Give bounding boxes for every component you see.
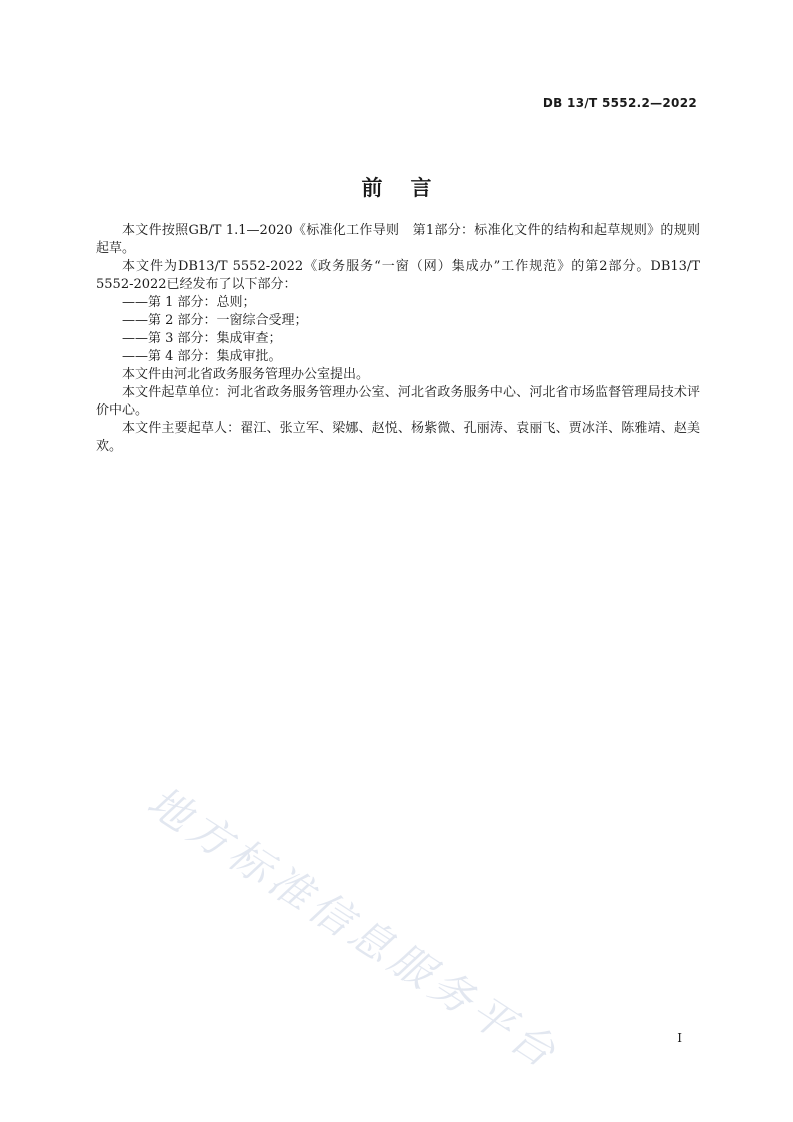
list-item-part-2: ——第 2 部分：一窗综合受理； (122, 313, 308, 328)
watermark: 地方标准信息服务平台 (138, 776, 569, 1080)
page-number: I (677, 1031, 682, 1045)
paragraph-document-part: 本文件为DB13/T 5552-2022《政务服务“一窗（网）集成办”工作规范》的第2部分。DB13/T 5552-2022已经发布了以下部分： (96, 259, 700, 292)
paragraph-proposer: 本文件由河北省政务服务管理办公室提出。 (122, 367, 370, 382)
document-code: DB 13/T 5552.2—2022 (542, 96, 697, 110)
paragraph-drafting-units: 本文件起草单位：河北省政务服务管理办公室、河北省政务服务中心、河北省市场监督管理局技术评价中心。 (96, 385, 700, 418)
list-item-part-4: ——第 4 部分：集成审批。 (122, 349, 282, 364)
page-title: 前言 (361, 176, 460, 200)
list-item-part-3: ——第 3 部分：集成审查； (122, 331, 282, 346)
document-body (96, 222, 700, 456)
paragraph-drafters: 本文件主要起草人：翟江、张立军、梁娜、赵悦、杨紫微、孔丽涛、袁丽飞、贾冰洋、陈雅靖、赵美欢。 (96, 421, 700, 454)
list-item-part-1: ——第 1 部分：总则； (122, 295, 256, 310)
paragraph-drafting-rules: 本文件按照GB/T 1.1—2020《标准化工作导则 第1部分：标准化文件的结构和起草规则》的规则起草。 (96, 223, 700, 256)
